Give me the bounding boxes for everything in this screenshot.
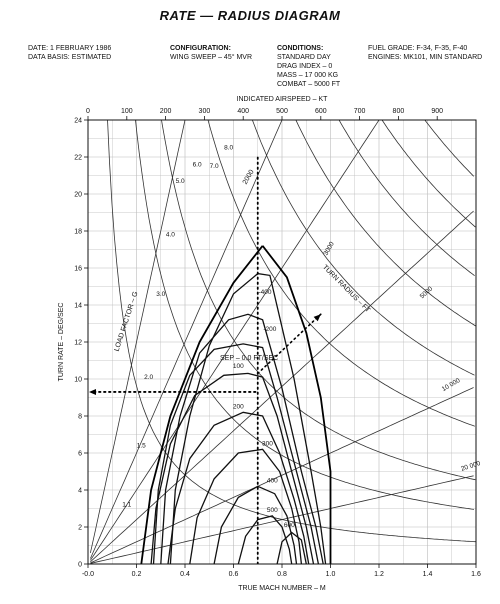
y-tick-label: 4 [78, 487, 82, 495]
x-tick-label: 1.4 [422, 571, 433, 578]
x-tick-label: 1.0 [325, 571, 336, 578]
sep-value-label: -200 [263, 325, 277, 333]
condition-line: MASS – 17 000 KG [277, 72, 339, 79]
y-tick-label: 2 [78, 524, 82, 532]
load-factor-value-label: 4.0 [165, 231, 175, 239]
engines-text: ENGINES: MK101, MIN STANDARD [368, 54, 483, 61]
x-tick-label: -0.0 [81, 571, 95, 578]
x2-tick-label: 500 [276, 108, 288, 115]
date-text: DATE: 1 FEBRUARY 1986 [28, 45, 112, 52]
grid [88, 120, 476, 564]
data-basis-text: DATA BASIS: ESTIMATED [28, 54, 112, 61]
x2-tick-label: 0 [86, 108, 90, 115]
y-tick-label: 12 [74, 339, 82, 347]
load-factor-value-label: 3.0 [156, 290, 166, 298]
x-tick-label: 1.6 [471, 571, 481, 578]
chart-title: RATE — RADIUS DIAGRAM [159, 8, 341, 23]
annotation-2000: 2000 [241, 168, 256, 186]
turn-radius-curve [90, 116, 381, 560]
turn-radius-value-label: 5000 [418, 285, 435, 301]
y-tick-label: 18 [74, 228, 82, 236]
x-tick-label: 0.2 [131, 571, 142, 578]
y-tick-label: 20 [74, 191, 82, 199]
sep-curves [151, 274, 326, 564]
sep-label: SEP – 0.0 FT/SEC [220, 355, 279, 362]
y-tick-label: 16 [74, 265, 82, 273]
sep-value-label: -400 [258, 288, 272, 296]
x2-tick-label: 400 [237, 108, 250, 115]
y-tick-label: 10 [74, 376, 82, 384]
x-tick-label: 0.6 [228, 571, 239, 578]
y-tick-label: 0 [78, 561, 82, 569]
configuration-heading: CONFIGURATION: [170, 45, 231, 52]
y-tick-label: 14 [74, 302, 82, 310]
load-factor-curve [334, 111, 475, 276]
turn-radius-label: TURN RADIUS – FT [320, 263, 372, 315]
load-factor-curve [292, 111, 476, 326]
condition-line: STANDARD DAY [277, 54, 331, 61]
load-factor-curve [418, 111, 474, 177]
turn-radius-value-label: 10 000 [440, 377, 462, 394]
plot-area [89, 109, 476, 564]
load-factor-value-label: 2.0 [144, 374, 154, 381]
x2-tick-label: 800 [392, 108, 405, 115]
fuel-grade-text: FUEL GRADE: F-34, F-35, F-40 [368, 45, 468, 52]
sep-curve [190, 449, 302, 564]
sep-value-label: 300 [261, 440, 273, 448]
example-arrow-left [89, 389, 96, 395]
x-tick-label: 1.2 [374, 571, 384, 578]
load-factor-value-label: 8.0 [224, 144, 234, 152]
sep-value-label: 100 [232, 362, 244, 370]
load-factor-curve [249, 111, 475, 375]
x-axis-label: TRUE MACH NUMBER – M [238, 585, 326, 592]
sep-value-label: 500 [266, 507, 278, 515]
x2-tick-label: 700 [353, 108, 366, 115]
load-factor-value-label: 1.5 [136, 442, 146, 450]
sep-curve [170, 274, 325, 564]
condition-line: DRAG INDEX – 0 [277, 63, 333, 70]
y-axis-label: TURN RATE – DEG/SEC [58, 302, 65, 382]
sep-value-label: 600 [283, 522, 295, 529]
turn-radius-value-label: 3000 [322, 240, 336, 257]
load-factor-value-label: 7.0 [209, 163, 219, 171]
y-tick-label: 24 [74, 117, 82, 125]
turn-radius-value-label: 20 000 [460, 459, 482, 473]
x2-tick-label: 600 [314, 108, 327, 115]
load-factor-value-label: 5.0 [175, 177, 185, 185]
x2-tick-label: 900 [431, 108, 444, 115]
x-tick-label: 0.4 [180, 571, 190, 578]
example-arrow-diagonal [314, 312, 323, 321]
x-tick-label: 0.8 [277, 571, 287, 578]
load-factor-value-label: 6.0 [192, 161, 202, 169]
load-factor-label: LOAD FACTOR – G [113, 290, 140, 353]
conditions-heading: CONDITIONS: [277, 45, 324, 52]
sep-value-label: 200 [232, 403, 244, 411]
x2-tick-label: 300 [198, 108, 211, 115]
load-factor-curve [376, 111, 475, 227]
x2-axis-label: INDICATED AIRSPEED – KT [236, 96, 328, 103]
y-tick-label: 8 [78, 413, 82, 421]
condition-line: COMBAT – 5000 FT [277, 81, 341, 88]
x2-tick-label: 100 [120, 108, 133, 115]
configuration-text: WING SWEEP – 45° MVR [170, 54, 253, 61]
load-factor-curve [135, 111, 475, 510]
sep-value-label: 400 [266, 477, 278, 485]
y-tick-label: 6 [78, 450, 82, 458]
x2-tick-label: 200 [159, 108, 172, 115]
load-factor-value-label: 1.1 [122, 501, 132, 509]
y-tick-label: 22 [74, 154, 82, 162]
